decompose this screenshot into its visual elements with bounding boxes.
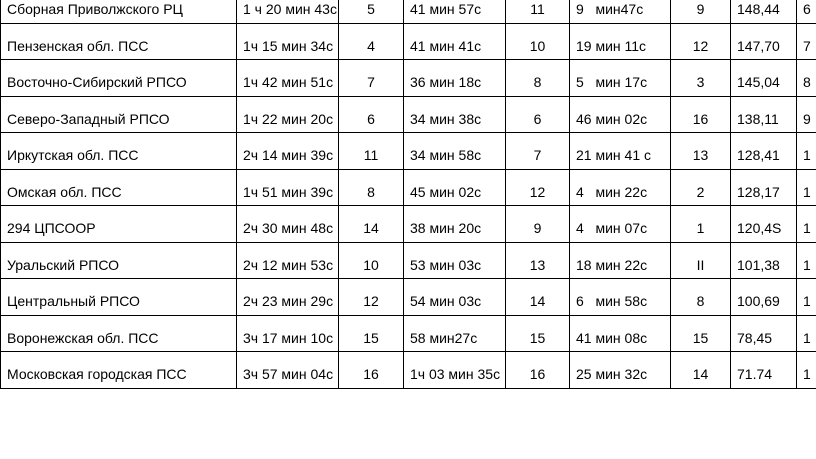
cell-stage3-time: 41 мин 08с (570, 315, 671, 352)
cell-total-score: 120,4S (731, 206, 797, 243)
cell-stage2-time: 34 мин 38с (404, 96, 506, 133)
cell-stage1-place: 5 (339, 0, 404, 23)
cell-stage2-time: 36 мин 18с (404, 60, 506, 97)
table-row (1, 206, 816, 243)
cell-empty (570, 388, 671, 425)
cell-stage3-place: 9 (671, 0, 731, 23)
cell-final-place: 1 (797, 133, 816, 170)
cell-stage2-time: 38 мин 20с (404, 206, 506, 243)
cell-stage1-time: 1ч 51 мин 39с (237, 169, 339, 206)
cell-stage1-place: 7 (339, 60, 404, 97)
cell-stage3-place: 1 (671, 206, 731, 243)
cell-team-name: Северо-Западный РПСО (1, 96, 237, 133)
cell-stage1-time: 2ч 12 мин 53с (237, 242, 339, 279)
cell-stage3-time: 46 мин 02с (570, 96, 671, 133)
cell-stage2-time: 58 мин27с (404, 315, 506, 352)
cell-stage3-place: II (671, 242, 731, 279)
cell-stage1-time: 1 ч 20 мин 43с (237, 0, 339, 23)
cell-stage2-place: 13 (506, 242, 570, 279)
cell-final-place: 1 (797, 352, 816, 389)
cell-stage1-time: 1ч 42 мин 51с (237, 60, 339, 97)
cell-stage2-place: 12 (506, 169, 570, 206)
cell-final-place: 7 (797, 23, 816, 60)
cell-stage2-place: 8 (506, 60, 570, 97)
cell-stage2-time: 41 мин 41с (404, 23, 506, 60)
cell-stage2-place: 10 (506, 23, 570, 60)
cell-empty (671, 388, 731, 425)
cell-stage3-place: 8 (671, 279, 731, 316)
cell-empty (237, 388, 339, 425)
cell-stage2-place: 9 (506, 206, 570, 243)
cell-stage3-time: 4 мин 07с (570, 206, 671, 243)
cell-stage3-place: 3 (671, 60, 731, 97)
cell-team-name: 294 ЦПСООР (1, 206, 237, 243)
cell-final-place: 1 (797, 169, 816, 206)
cell-stage3-place: 13 (671, 133, 731, 170)
cell-stage3-time: 5 мин 17с (570, 60, 671, 97)
cell-stage3-place: 14 (671, 352, 731, 389)
table-row (1, 60, 816, 97)
cell-final-place: 1 (797, 315, 816, 352)
cell-stage1-time: 1ч 15 мин 34с (237, 23, 339, 60)
cell-stage1-place: 11 (339, 133, 404, 170)
table-row (1, 96, 816, 133)
cell-team-name: Пензенская обл. ПСС (1, 23, 237, 60)
cell-empty (731, 388, 797, 425)
cell-total-score: 138,11 (731, 96, 797, 133)
cell-team-name: Уральский РПСО (1, 242, 237, 279)
cell-final-place: 1 (797, 206, 816, 243)
cell-total-score: 128,17 (731, 169, 797, 206)
table-row (1, 279, 816, 316)
cell-stage1-time: 1ч 22 мин 20с (237, 96, 339, 133)
cell-total-score: 148,44 (731, 0, 797, 23)
cell-stage1-time: 2ч 14 мин 39с (237, 133, 339, 170)
cell-stage1-time: 3ч 17 мин 10с (237, 315, 339, 352)
cell-total-score: 128,41 (731, 133, 797, 170)
cell-stage3-place: 15 (671, 315, 731, 352)
cell-stage2-time: 54 мин 03с (404, 279, 506, 316)
cell-stage2-time: 34 мин 58с (404, 133, 506, 170)
cell-empty (506, 388, 570, 425)
cell-team-name: Воронежская обл. ПСС (1, 315, 237, 352)
cell-stage1-place: 10 (339, 242, 404, 279)
cell-team-name: Восточно-Сибирский РПСО (1, 60, 237, 97)
cell-stage2-place: 14 (506, 279, 570, 316)
cell-stage3-place: 2 (671, 169, 731, 206)
cell-stage3-time: 9 мин47с (570, 0, 671, 23)
cell-stage3-time: 4 мин 22с (570, 169, 671, 206)
table-row (1, 0, 816, 23)
cell-stage3-time: 18 мин 22с (570, 242, 671, 279)
cell-total-score: 147,70 (731, 23, 797, 60)
table-row (1, 169, 816, 206)
cell-final-place: 6 (797, 0, 816, 23)
cell-team-name: Московская городская ПСС (1, 352, 237, 389)
cell-empty (404, 388, 506, 425)
cell-total-score: 145,04 (731, 60, 797, 97)
table-row (1, 23, 816, 60)
cell-stage2-place: 6 (506, 96, 570, 133)
cell-stage1-time: 3ч 57 мин 04с (237, 352, 339, 389)
cell-stage2-place: 15 (506, 315, 570, 352)
cell-empty (797, 388, 816, 425)
cell-stage2-time: 1ч 03 мин 35с (404, 352, 506, 389)
cell-stage1-place: 16 (339, 352, 404, 389)
cell-team-name: Центральный РПСО (1, 279, 237, 316)
cell-final-place: 1 (797, 242, 816, 279)
results-table-body (1, 0, 816, 425)
cell-stage1-place: 6 (339, 96, 404, 133)
cell-stage2-time: 41 мин 57с (404, 0, 506, 23)
cell-team-name: Иркутская обл. ПСС (1, 133, 237, 170)
table-row (1, 315, 816, 352)
cell-stage1-place: 12 (339, 279, 404, 316)
cell-final-place: 1 (797, 279, 816, 316)
cell-stage1-place: 15 (339, 315, 404, 352)
cell-stage3-place: 16 (671, 96, 731, 133)
table-row-empty (1, 388, 816, 425)
cell-stage2-place: 16 (506, 352, 570, 389)
cell-total-score: 101,38 (731, 242, 797, 279)
cell-final-place: 9 (797, 96, 816, 133)
cell-stage2-place: 11 (506, 0, 570, 23)
cell-empty (339, 388, 404, 425)
cell-stage2-place: 7 (506, 133, 570, 170)
cell-total-score: 100,69 (731, 279, 797, 316)
cell-empty (1, 388, 237, 425)
cell-stage3-place: 12 (671, 23, 731, 60)
cell-stage1-time: 2ч 30 мин 48с (237, 206, 339, 243)
cell-team-name: Омская обл. ПСС (1, 169, 237, 206)
cell-team-name: Сборная Приволжского РЦ (1, 0, 237, 23)
cell-stage2-time: 53 мин 03с (404, 242, 506, 279)
cell-stage1-place: 4 (339, 23, 404, 60)
cell-stage3-time: 25 мин 32с (570, 352, 671, 389)
cell-stage1-place: 8 (339, 169, 404, 206)
cell-stage1-place: 14 (339, 206, 404, 243)
cell-stage2-time: 45 мин 02с (404, 169, 506, 206)
cell-stage3-time: 6 мин 58с (570, 279, 671, 316)
table-row (1, 352, 816, 389)
cell-total-score: 78,45 (731, 315, 797, 352)
table-row (1, 133, 816, 170)
table-row (1, 242, 816, 279)
cell-stage1-time: 2ч 23 мин 29с (237, 279, 339, 316)
cell-total-score: 71.74 (731, 352, 797, 389)
cell-final-place: 8 (797, 60, 816, 97)
cell-stage3-time: 19 мин 11с (570, 23, 671, 60)
cell-stage3-time: 21 мин 41 с (570, 133, 671, 170)
